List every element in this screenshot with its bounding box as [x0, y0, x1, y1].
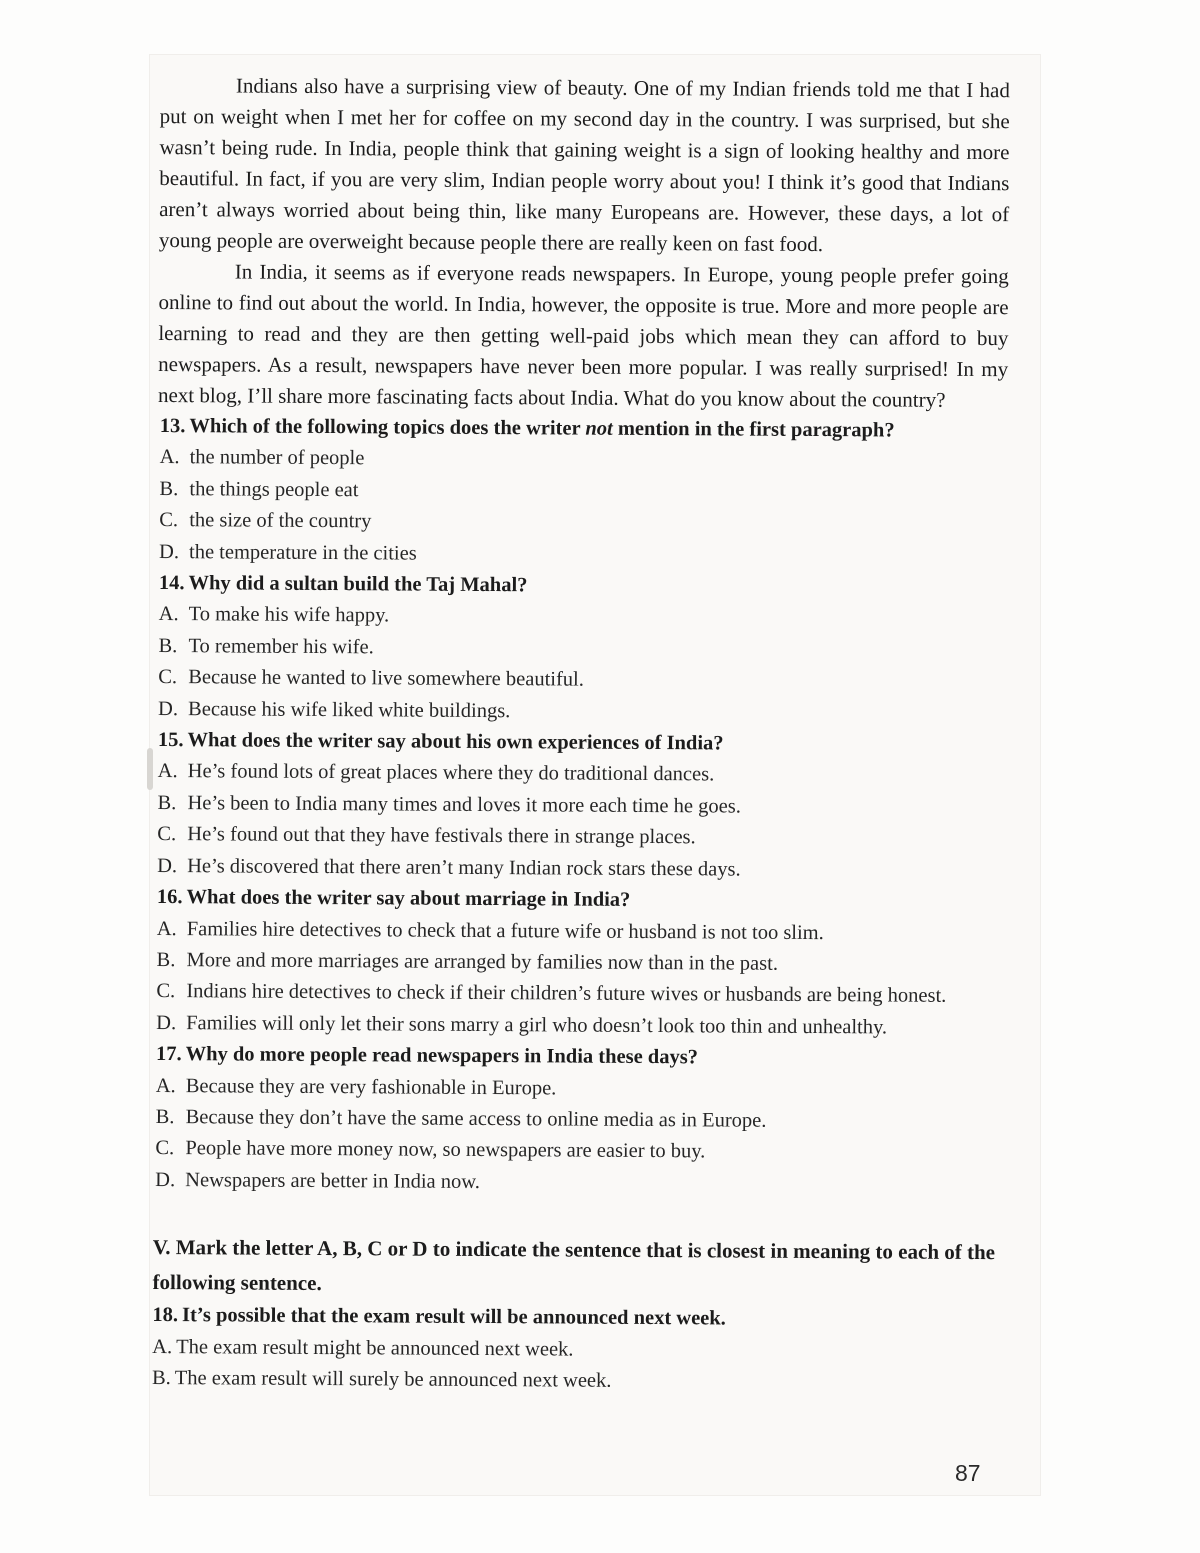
- option-letter: D.: [156, 1011, 177, 1034]
- option-letter: C.: [156, 980, 176, 1003]
- option-text: The exam result will surely be announced next week.: [174, 1367, 612, 1392]
- answer-option[interactable]: [153, 1165, 1003, 1202]
- option-text: To remember his wife.: [188, 635, 374, 659]
- passage-paragraph: In India, it seems as if everyone reads newspapers. In Europe, young people prefer going online to find out about the world. In India, however, the opposite is true. More and more people are learning to read and they are then getting well-paid jobs which mean they can afford to buy newspapers. As a result, newspapers have never been more popular. I was really surprised! In my next blog, I’ll share more fascinating facts about India. What do you know about the country?: [157, 259, 1009, 412]
- option-letter: D.: [155, 1168, 176, 1191]
- answer-option[interactable]: [155, 819, 1005, 856]
- question-prompt: 13. Which of the following topics does the writer not mention in the first paragraph?: [159, 415, 895, 442]
- option-letter: C.: [157, 823, 177, 846]
- option-letter: B.: [158, 634, 178, 657]
- answer-option[interactable]: [154, 1102, 1004, 1139]
- answer-option[interactable]: [157, 599, 1007, 636]
- option-text: Because they are very fashionable in Europe.: [185, 1074, 557, 1099]
- answer-option[interactable]: [158, 442, 1008, 479]
- answer-options: [154, 913, 1005, 1044]
- option-text: He’s been to India many times and loves it more each time he goes.: [187, 792, 741, 818]
- answer-option[interactable]: [156, 756, 1006, 793]
- question-block: [155, 725, 1006, 887]
- option-text: Indians hire detectives to check if their children’s future wives or husbands are being honest.: [186, 980, 947, 1008]
- answer-option[interactable]: [154, 1071, 1004, 1108]
- answer-option[interactable]: [155, 913, 1005, 950]
- option-text: He’s discovered that there aren’t many Indian rock stars these days.: [187, 854, 741, 881]
- question-prompt: 16. What does the writer say about marriage in India?: [156, 886, 631, 911]
- question-block: [157, 411, 1008, 573]
- question-prompt: 18. It’s possible that the exam result will be announced next week.: [152, 1304, 726, 1330]
- option-letter: D.: [158, 540, 180, 563]
- answer-options: [153, 1071, 1004, 1202]
- option-text: He’s found out that they have festivals there in strange places.: [187, 823, 696, 849]
- page-content: [152, 70, 1010, 1400]
- option-text: Because he wanted to live somewhere beautiful.: [188, 666, 584, 691]
- option-letter: C.: [159, 509, 179, 532]
- answer-option[interactable]: [154, 945, 1004, 982]
- section-heading: V. Mark the letter A, B, C or D to indicate the sentence that is closest in meaning to each of the following sentence.: [152, 1235, 996, 1296]
- question-prompt: 15. What does the writer say about his own experiences of India?: [157, 729, 724, 755]
- option-letter: A.: [152, 1335, 173, 1358]
- answer-options: [157, 442, 1008, 573]
- option-text: the temperature in the cities: [188, 540, 417, 565]
- answer-option[interactable]: [157, 505, 1007, 542]
- option-text: the things people eat: [189, 478, 359, 502]
- answer-option[interactable]: [156, 631, 1006, 668]
- answer-option[interactable]: [155, 851, 1005, 888]
- option-text: Families hire detectives to check that a future wife or husband is not too slim.: [186, 917, 824, 944]
- answer-option[interactable]: [153, 1133, 1003, 1170]
- option-letter: A.: [157, 760, 178, 783]
- option-text: Because they don’t have the same access to online media as in Europe.: [185, 1106, 767, 1132]
- option-letter: B.: [156, 948, 176, 972]
- option-letter: A.: [156, 917, 177, 940]
- question-number: 18.: [152, 1304, 179, 1327]
- answer-option[interactable]: [156, 662, 1006, 699]
- option-text: the size of the country: [189, 509, 372, 533]
- question-number: 16.: [156, 886, 183, 909]
- passage-paragraph: Indians also have a surprising view of beauty. One of my Indian friends told me that I had put on weight when I met her for coffee on my second day in the country. I was surprised, but she wasn’t being rude. In India, people think that gaining weight is a sign of looking healthy and more beautiful. In fact, if you are very slim, Indian people worry about you! I think it’s good that Indians aren’t always worried about being thin, like many Europeans are. However, these days, a lot of young people are overweight because people there are really keen on fast food.: [158, 73, 1010, 257]
- option-text: Families will only let their sons marry a girl who doesn’t look too thin and unhealthy.: [186, 1011, 888, 1039]
- emphasis-word: not: [585, 417, 613, 440]
- answer-option[interactable]: [155, 788, 1005, 825]
- answer-options: [152, 1332, 1002, 1400]
- option-text: the number of people: [189, 446, 365, 470]
- answer-options: [155, 756, 1006, 887]
- option-text: He’s found lots of great places where they do traditional dances.: [187, 760, 715, 786]
- option-letter: C.: [155, 1137, 175, 1160]
- page-number: 87: [955, 1460, 981, 1486]
- option-text: People have more money now, so newspapers are easier to buy.: [185, 1137, 706, 1163]
- option-text: Newspapers are better in India now.: [185, 1168, 480, 1193]
- option-letter: A.: [155, 1074, 176, 1097]
- answer-option[interactable]: [157, 537, 1007, 574]
- answer-option[interactable]: [156, 694, 1006, 731]
- answer-option[interactable]: [157, 474, 1007, 511]
- answer-option[interactable]: [152, 1363, 1002, 1400]
- option-letter: A.: [159, 446, 180, 469]
- option-text: More and more marriages are arranged by families now than in the past.: [186, 949, 779, 975]
- option-letter: B.: [159, 477, 179, 500]
- question-number: 14.: [158, 572, 185, 595]
- question-prompt: 14. Why did a sultan build the Taj Mahal?: [158, 572, 528, 597]
- question-number: 15.: [157, 729, 184, 752]
- answer-option[interactable]: [152, 1332, 1002, 1369]
- section-v: [152, 1230, 1003, 1399]
- question-number: 13.: [159, 415, 186, 438]
- option-letter: C.: [158, 666, 178, 689]
- option-letter: A.: [158, 603, 179, 626]
- question-prompt: 17. Why do more people read newspapers in India these days?: [155, 1043, 699, 1069]
- binding-shadow: [147, 748, 153, 790]
- reading-passage: [158, 70, 1010, 416]
- question-block: [154, 882, 1005, 1044]
- question-number: 17.: [155, 1043, 182, 1066]
- option-text: The exam result might be announced next week.: [176, 1335, 574, 1361]
- answer-option[interactable]: [154, 1008, 1004, 1045]
- option-letter: B.: [151, 1366, 171, 1390]
- answer-options: [156, 599, 1007, 730]
- option-letter: B.: [155, 1105, 175, 1129]
- option-letter: D.: [158, 697, 179, 720]
- option-letter: B.: [157, 791, 177, 814]
- question-block: [156, 568, 1007, 730]
- option-text: Because his wife liked white buildings.: [188, 697, 511, 722]
- question-block: [153, 1039, 1004, 1201]
- option-text: To make his wife happy.: [188, 603, 390, 627]
- option-letter: D.: [157, 854, 178, 877]
- answer-option[interactable]: [154, 976, 1004, 1013]
